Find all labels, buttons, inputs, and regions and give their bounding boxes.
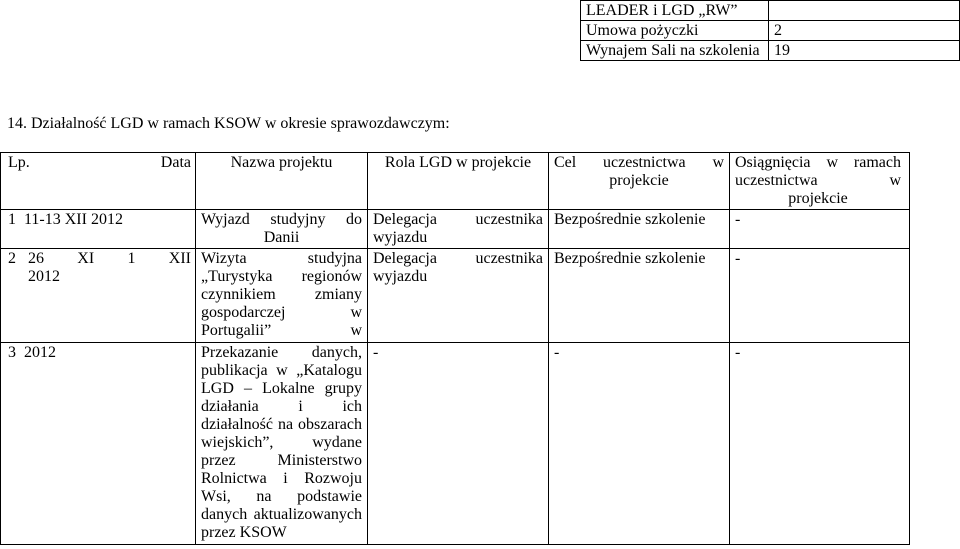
section-heading: 14. Działalność LGD w ramach KSOW w okresie sprawozdawczym: (7, 115, 450, 132)
row-rola (368, 210, 549, 249)
row-nazwa-line: przez Ministerstwo (201, 452, 362, 469)
row-rola-line: wyjazdu (373, 229, 428, 246)
table-row (581, 21, 960, 41)
row-lp: 3 (8, 344, 16, 361)
table-cell: LEADER i LGD „RW” (581, 1, 769, 21)
table-row (1, 249, 910, 343)
row-nazwa-line: LGD – Lokalne grupy (201, 380, 362, 397)
table-cell: Umowa pożyczki (581, 21, 769, 41)
row-rola (368, 249, 549, 343)
row-nazwa-line: Wsi, na podstawie (201, 488, 362, 505)
table-row (581, 41, 960, 61)
header-lp-data (1, 153, 196, 210)
row-nazwa-line: działalność na obszarach (201, 416, 362, 433)
header-data: Data (160, 154, 191, 171)
row-cel: Bezpośrednie szkolenie (549, 210, 730, 249)
header-lp: Lp. (8, 154, 30, 171)
row-nazwa (196, 343, 368, 545)
row-lp-data (1, 249, 196, 343)
header-osiag-line-2: uczestnictwa w (735, 172, 901, 189)
row-nazwa-line: Portugalii” w (201, 322, 362, 339)
row-lp: 2 (8, 250, 16, 267)
row-nazwa (196, 210, 368, 249)
row-nazwa-line: publikacja w „Katalogu (201, 362, 362, 379)
row-data: 2012 (24, 344, 56, 361)
header-cel (549, 153, 730, 210)
row-nazwa-line: przez KSOW (201, 524, 287, 541)
row-data-line: 26 XI 1 XII (28, 250, 191, 267)
row-nazwa-line: Rolnictwa i Rozwoju (201, 470, 362, 487)
summary-table (580, 0, 960, 61)
row-rola-line: Delegacja uczestnika (373, 211, 543, 228)
row-nazwa-line: Przekazanie danych, (201, 344, 362, 361)
row-nazwa (196, 249, 368, 343)
row-lp: 1 (8, 211, 16, 228)
row-nazwa-line: wiejskich”, wydane (201, 434, 362, 451)
table-cell: 19 (769, 41, 960, 61)
ksow-activity-table (0, 152, 910, 545)
row-nazwa-line: Danii (263, 229, 300, 246)
row-data: 11-13 XII 2012 (24, 211, 123, 228)
table-row (1, 343, 910, 545)
row-nazwa-line: danych aktualizowanych (201, 506, 362, 523)
row-nazwa-line: Wizyta studyjna (201, 250, 362, 267)
row-lp-data (1, 343, 196, 545)
row-rola-line: Delegacja uczestnika (373, 250, 543, 267)
header-cel-line-1: Cel uczestnictwa w (554, 154, 724, 171)
header-nazwa: Nazwa projektu (196, 153, 368, 210)
row-osiag: - (730, 210, 910, 249)
row-nazwa-line: czynnikiem zmiany (201, 286, 362, 303)
table-row (1, 210, 910, 249)
row-lp-data (1, 210, 196, 249)
row-nazwa-line: gospodarczej w (201, 304, 362, 321)
table-cell (769, 1, 960, 21)
header-rola: Rola LGD w projekcie (368, 153, 549, 210)
row-osiag: - (730, 343, 910, 545)
row-rola-line: wyjazdu (373, 268, 428, 285)
row-rola: - (368, 343, 549, 545)
header-osiag-line-1: Osiągnięcia w ramach (735, 154, 901, 171)
table-header-row (1, 153, 910, 210)
table-cell: 2 (769, 21, 960, 41)
header-osiag-line-3: projekcie (788, 190, 848, 207)
table-cell: Wynajem Sali na szkolenia (581, 41, 769, 61)
row-cel: Bezpośrednie szkolenie (549, 249, 730, 343)
header-osiagniecia (730, 153, 910, 210)
row-nazwa-line: „Turystyka regionów (201, 268, 362, 285)
row-data-line: 2012 (28, 268, 60, 285)
row-nazwa-line: działania i ich (201, 398, 362, 415)
row-osiag: - (730, 249, 910, 343)
row-cel: - (549, 343, 730, 545)
row-nazwa-line: Wyjazd studyjny do (201, 211, 362, 228)
table-row (581, 1, 960, 21)
header-cel-line-2: projekcie (609, 172, 669, 189)
